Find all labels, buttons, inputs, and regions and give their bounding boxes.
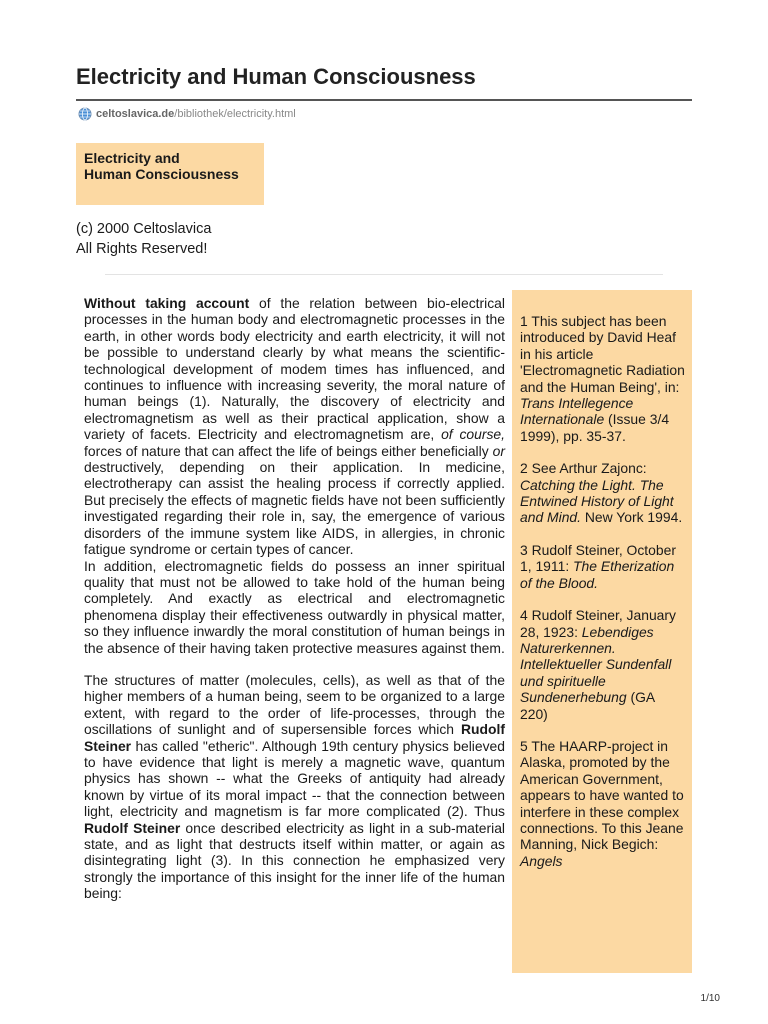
emphasis: of course, (441, 426, 505, 443)
name-bold: Rudolf Steiner (84, 819, 181, 836)
text-run: has called "etheric". Although 19th century physics believed to have evidence that light is merely a magnetic wave, quantum physics has shown -- what the Greeks of antiquity had already known by virtue of its moral impact -- that the connection between light, electricity and magnetism is far more complicated (2). Thus (84, 737, 505, 820)
text-run: 5 The HAARP-project in Alaska, promoted by the American Government, appears to have wanted to interfere in these complex connections. To this Jeane Manning, Nick Begich: (520, 737, 684, 853)
title-divider (76, 99, 692, 101)
text-run: The structures of matter (molecules, cells), as well as that of the higher members of a human being, seem to be organized to a large extent, with regard to the order of life-processes, through the oscillations of sunlight and of supersensible forces which (84, 671, 505, 738)
text-run: 3 Rudolf Steiner, October 1, 1911: (520, 541, 676, 575)
emphasis: Catching the Light. The Entwined History of Light and Mind. (520, 476, 674, 526)
footnote-4 (520, 607, 685, 722)
text-run: New York 1994. (581, 509, 683, 526)
article-body (84, 295, 505, 902)
url-domain[interactable]: celtoslavica.de (96, 108, 175, 120)
text-run: 2 See Arthur Zajonc: (520, 460, 647, 477)
emphasis: Trans Intellegence Internationale (520, 395, 634, 428)
text-run: of the relation between bio-electrical processes in the human body and electromagnetic processes in the earth, in other words body electricity and earth electricity, it will not be possible to understand clearly by what means the scientific-technological development of modem times has influenced, and continues to influence with increasing severity, the moral nature of human beings (1). Naturally, the discovery of electricity and electromagnetism as well as their practical application, show a variety of facets. Electricity and electromagnetism are, (84, 295, 505, 443)
page-number: 1/10 (700, 993, 720, 1004)
text-run: (Issue 3/4 1999), pp. 35-37. (520, 411, 670, 444)
paragraph-1 (84, 295, 505, 558)
text-run: destructively, depending on their application. In medicine, electrotherapy can assist the healing process if correctly applied. But precisely the effects of magnetic fields have not been sufficiently investigated regarding their role in, say, the emergence of various disorders of the immune system like AIDS, in allergies, in chronic fatigue syndrome or certain types of cancer. (84, 459, 505, 558)
globe-icon (78, 107, 92, 121)
copyright-line-2: All Rights Reserved! (76, 241, 208, 257)
emphasis: Angels (520, 852, 563, 869)
text-run: (GA 220) (520, 689, 655, 722)
footnotes-sidebar (512, 290, 692, 973)
footnote-3 (520, 542, 685, 591)
footnote-2 (520, 460, 685, 526)
source-url[interactable] (78, 106, 296, 122)
text-run: 1 This subject has been introduced by David Heaf in his article 'Electromagnetic Radiation and the Human Being', in: (520, 313, 685, 395)
emphasis: The Etherization of the Blood. (520, 558, 675, 591)
lead-bold: Without taking account (84, 295, 250, 311)
page-title: Electricity and Human Consciousness (76, 64, 476, 89)
header-box-line-2: Human Consciousness (84, 166, 239, 182)
text-run: once described electricity as light in a sub-material state, and as light that destructs itself within matter, or again as disintegrating light (3). In this connection he emphasized very strongly the importance of this insight for the inner life of the human being: (84, 819, 506, 902)
article-header-box (76, 143, 264, 205)
header-box-line-1: Electricity and (84, 150, 180, 166)
emphasis: or (492, 442, 505, 459)
text-run: forces of nature that can affect the life of beings either beneficially (84, 442, 493, 459)
section-divider (105, 274, 663, 275)
footnote-5 (520, 738, 685, 869)
paragraph-2: In addition, electromagnetic fields do possess an inner spiritual quality that must not be allowed to take hold of the human being completely. And exactly as electrical and electromagnetic phenomena display their effectiveness outwardly in physical matter, so they influence inwardly the moral constitution of human beings in the absence of their having taken protective measures against them. (84, 557, 505, 656)
emphasis: Lebendiges Naturerkennen. Intellektueller Sundenfall und spirituelle Sundenerhebung (520, 623, 672, 706)
paragraph-3 (84, 672, 505, 902)
url-path[interactable]: /bibliothek/electricity.html (174, 108, 296, 120)
copyright-notice (76, 219, 211, 259)
copyright-line-1: (c) 2000 Celtoslavica (76, 221, 212, 237)
name-bold: Rudolf Steiner (84, 721, 505, 754)
text-run: 4 Rudolf Steiner, January 28, 1923: (520, 607, 676, 640)
footnote-1 (520, 313, 685, 444)
